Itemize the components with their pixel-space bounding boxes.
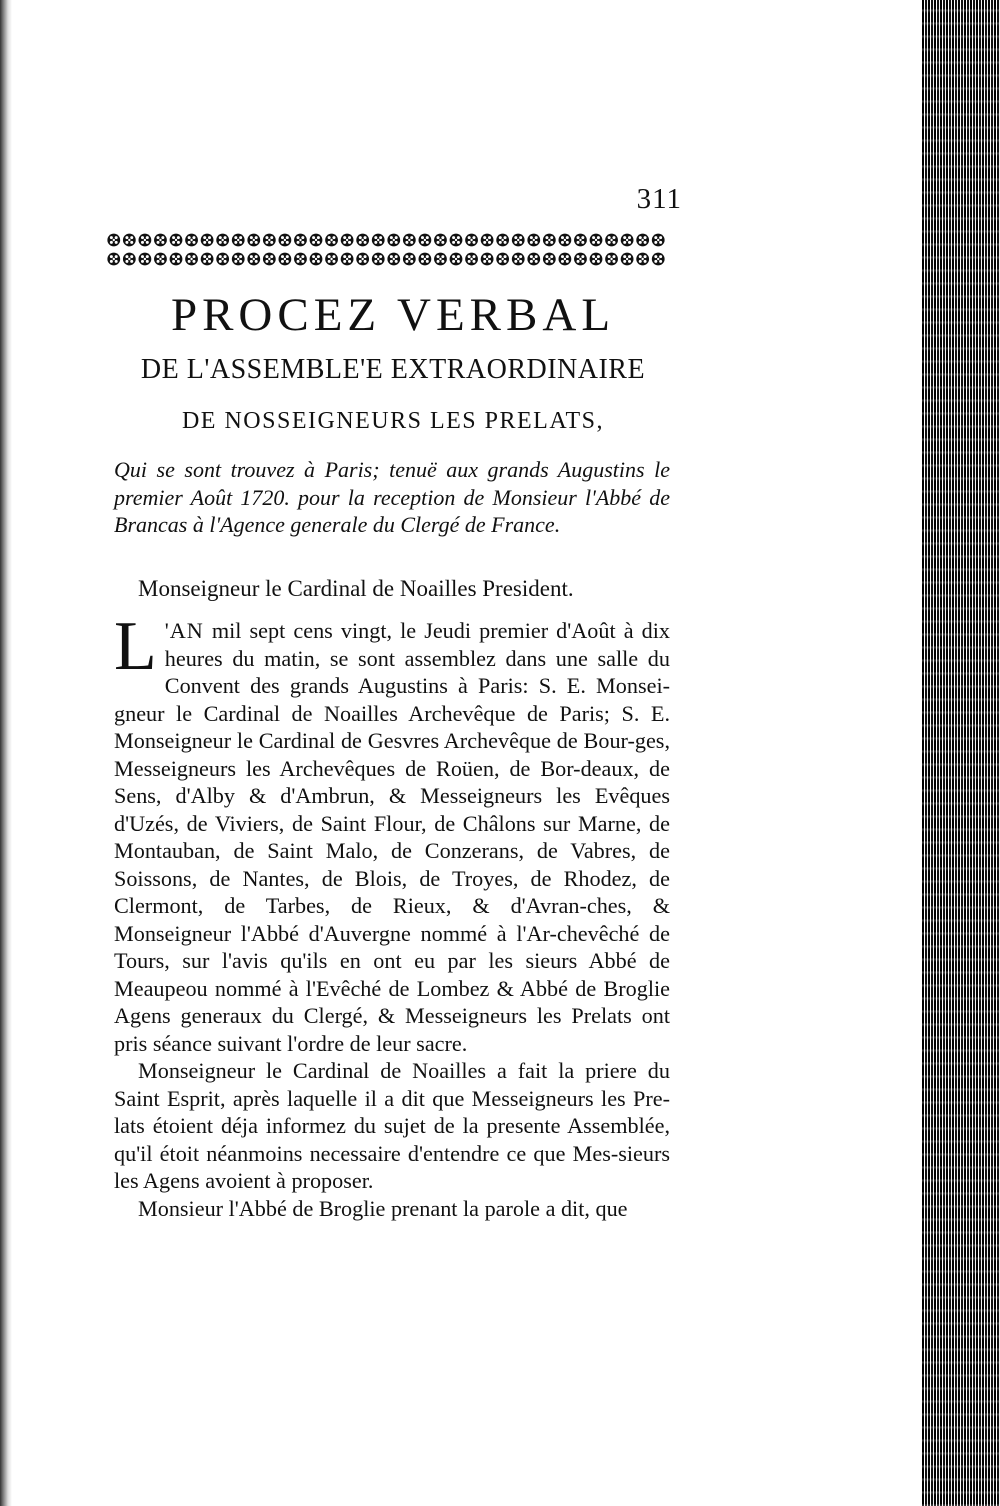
fleuron-ornament (310, 234, 323, 247)
intro-italic-paragraph: Qui se sont trouvez à Paris; tenuë aux grands Augustins le premier Août 1720. pour la reception de Monsieur l'Abbé de Brancas à l'Agence generale du Clergé de France. (114, 457, 670, 537)
body-text (114, 608, 670, 1222)
fleuron-ornament (403, 234, 416, 247)
fleuron-ornament (543, 234, 556, 247)
fleuron-ornament (278, 234, 291, 247)
fleuron-ornament (232, 253, 245, 266)
fleuron-ornament (434, 234, 447, 247)
fleuron-ornament (574, 253, 587, 266)
fleuron-ornament (154, 234, 167, 247)
fleuron-ornament (512, 234, 525, 247)
fleuron-ornament (201, 234, 214, 247)
fleuron-ornament (216, 234, 229, 247)
page-left-binding-edge (0, 0, 12, 1506)
fleuron-ornament (247, 234, 260, 247)
page-right-fore-edge-shade (922, 0, 1000, 1506)
fleuron-ornament (185, 253, 198, 266)
fleuron-ornament (481, 234, 494, 247)
drop-cap-letter: L (114, 608, 157, 685)
fleuron-ornament (543, 253, 556, 266)
fleuron-ornament (123, 234, 136, 247)
fleuron-ornament (450, 234, 463, 247)
page-number: 311 (636, 183, 682, 215)
fleuron-ornament (496, 253, 509, 266)
decorative-headpiece-ornament (106, 230, 666, 270)
fleuron-ornament (294, 234, 307, 247)
body-paragraph-1 (114, 608, 670, 1057)
fleuron-ornament (123, 253, 136, 266)
fleuron-ornament (138, 234, 151, 247)
fleuron-ornament (558, 253, 571, 266)
fleuron-ornament (590, 234, 603, 247)
page-subtitle-1: DE L'ASSEMBLE'E EXTRAORDINAIRE (140, 354, 646, 385)
fleuron-ornament (527, 234, 540, 247)
fleuron-ornament (418, 234, 431, 247)
fleuron-ornament (201, 253, 214, 266)
fleuron-ornament (387, 253, 400, 266)
fleuron-ornament (652, 234, 665, 247)
fleuron-ornament (232, 234, 245, 247)
fleuron-ornament (341, 234, 354, 247)
page-title: PROCEZ VERBAL (170, 289, 616, 341)
fleuron-ornament (170, 234, 183, 247)
fleuron-ornament (465, 234, 478, 247)
paragraph-1-text: mil sept cens vingt, le Jeudi premier d'Août à dix heures du matin, se sont assemblez dans une salle du Convent des grands Augustins à Paris: S. E. Monsei-gneur le Cardinal de Noailles Archevêque de Paris; S. E. Monseigneur le Cardinal de Gesvres Archevêque de Bour-ges, Messeigneurs les Archevêques de Roüen, de Bor-deaux, de Sens, d'Alby & d'Ambrun, & Messeigneurs les Evêques d'Uzés, de Viviers, de Saint Flour, de Châlons sur Marne, de Montauban, de Saint Malo, de Conzerans, de Vabres, de Soissons, de Nantes, de Blois, de Troyes, de Rhodez, de Clermont, de Tarbes, de Rieux, & d'Avran-ches, & Monseigneur l'Abbé d'Auvergne nommé à l'Ar-chevêché de Tours, sur l'avis qu'ils en ont eu par les sieurs Abbé de Meaupeou nommé à l'Evêché de Lombez & Abbé de Broglie Agens generaux du Clergé, & Messeigneurs les Prelats ont pris séance suivant l'ordre de leur sacre. (114, 618, 670, 1056)
fleuron-ornament (558, 234, 571, 247)
fleuron-ornament (605, 253, 618, 266)
fleuron-ornament (325, 253, 338, 266)
fleuron-ornament (170, 253, 183, 266)
fleuron-ornament (527, 253, 540, 266)
lead-word: 'AN (164, 618, 204, 643)
fleuron-ornament (574, 234, 587, 247)
body-paragraph-2: Monseigneur le Cardinal de Noailles a fait la priere du Saint Esprit, après laquelle il a dit que Messeigneurs les Pre-lats étoient déja informez du sujet de la presente Assemblée, qu'il étoit néanmoins necessaire d'entendre ce que Mes-sieurs les Agens avoient à proposer. (114, 1058, 670, 1193)
fleuron-ornament (138, 253, 151, 266)
fleuron-ornament (310, 253, 323, 266)
fleuron-ornament (341, 253, 354, 266)
fleuron-ornament (107, 234, 120, 247)
fleuron-ornament (216, 253, 229, 266)
fleuron-ornament (418, 253, 431, 266)
fleuron-ornament (621, 234, 634, 247)
fleuron-ornament (387, 234, 400, 247)
fleuron-ornament (636, 253, 649, 266)
fleuron-ornament (465, 253, 478, 266)
fleuron-ornament (512, 253, 525, 266)
fleuron-ornament (263, 234, 276, 247)
fleuron-ornament (621, 253, 634, 266)
fleuron-ornament (263, 253, 276, 266)
page-subtitle-2: DE NOSSEIGNEURS LES PRELATS, (181, 408, 605, 434)
fleuron-ornament (450, 253, 463, 266)
fleuron-ornament (325, 234, 338, 247)
fleuron-ornament (107, 253, 120, 266)
fleuron-ornament (247, 253, 260, 266)
fleuron-ornament (605, 234, 618, 247)
fleuron-ornament (403, 253, 416, 266)
fleuron-ornament (636, 234, 649, 247)
fleuron-ornament (185, 234, 198, 247)
fleuron-ornament (278, 253, 291, 266)
fleuron-ornament (372, 234, 385, 247)
fleuron-ornament (294, 253, 307, 266)
fleuron-ornament (154, 253, 167, 266)
fleuron-ornament (356, 234, 369, 247)
president-line: Monseigneur le Cardinal de Noailles President. (138, 576, 574, 601)
fleuron-ornament (434, 253, 447, 266)
fleuron-ornament (652, 253, 665, 266)
body-paragraph-3: Monsieur l'Abbé de Broglie prenant la parole a dit, que (138, 1195, 628, 1221)
fleuron-ornament (356, 253, 369, 266)
fleuron-ornament (590, 253, 603, 266)
fleuron-ornament (496, 234, 509, 247)
fleuron-ornament (372, 253, 385, 266)
fleuron-ornament (481, 253, 494, 266)
